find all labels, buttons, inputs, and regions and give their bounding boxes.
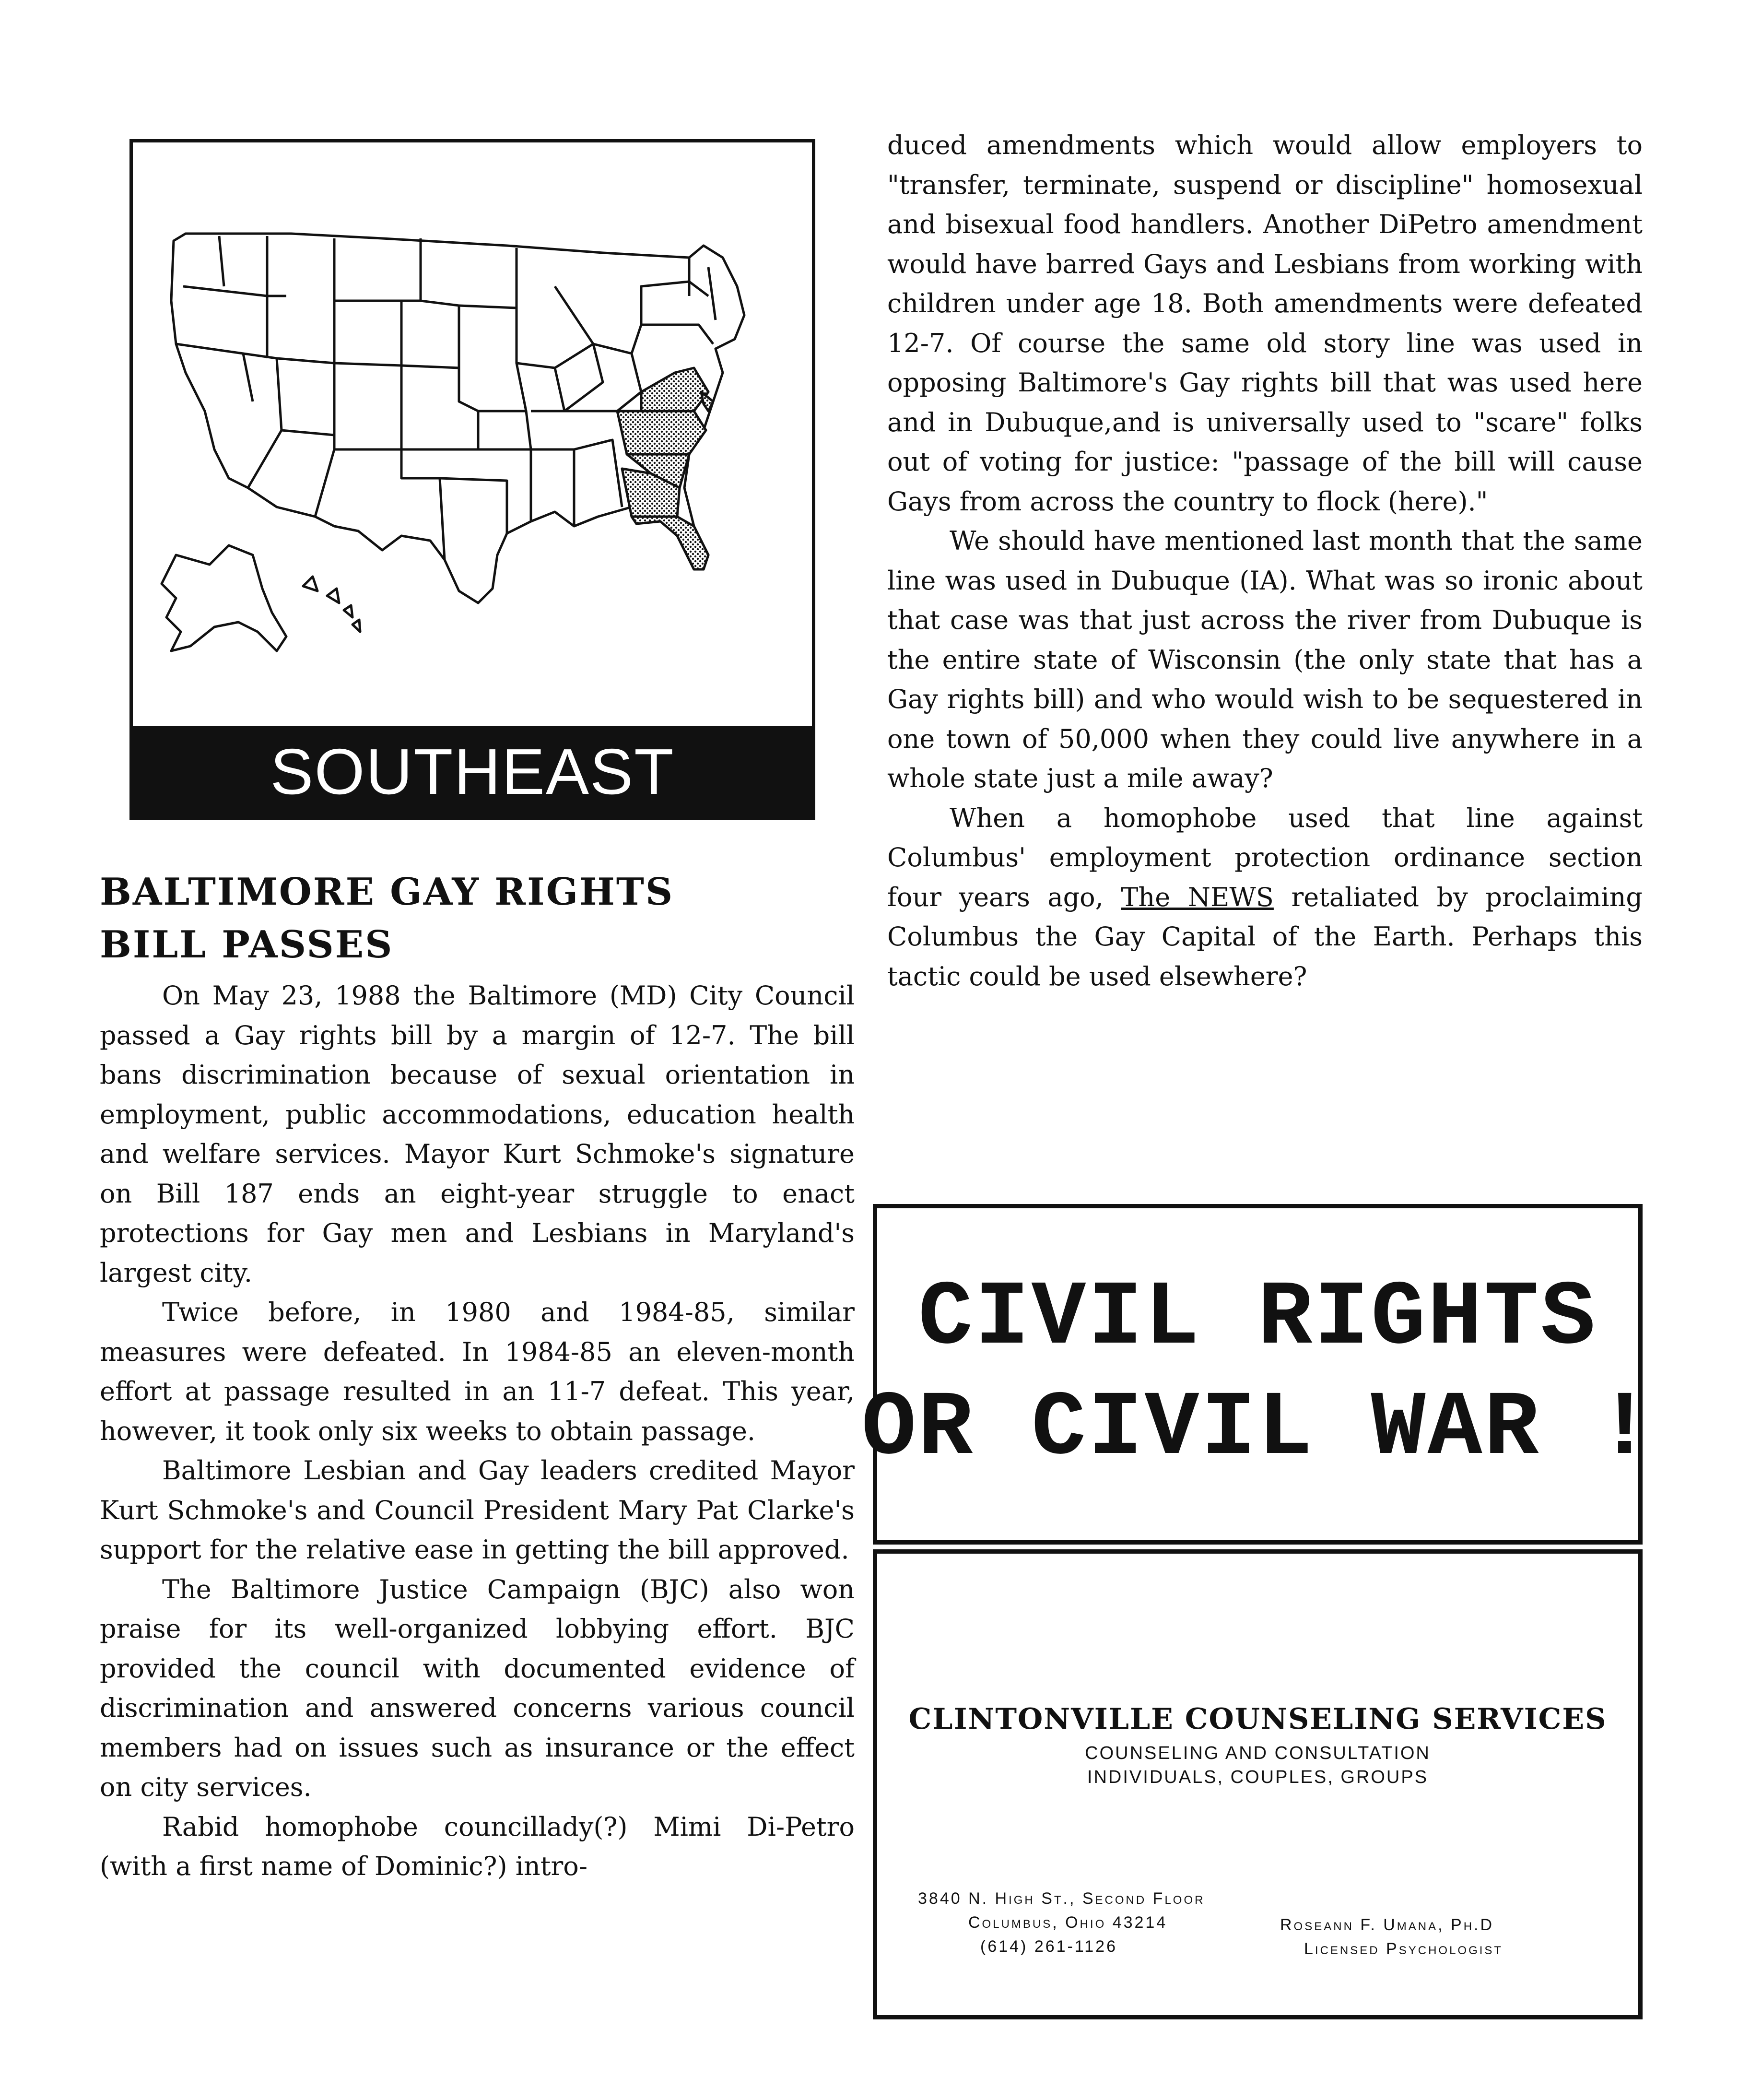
headline-line-2: BILL PASSES [100, 923, 394, 967]
civil-ad-line-2: OR CIVIL WAR ! [861, 1378, 1654, 1481]
article-paragraph-2: Twice before, in 1980 and 1984-85, similar measures were defeated. In 1984-85 an eleven-month effort at passage resulted in an 11-7 defeat. This year, however, it took only six weeks to obtain passage. [100, 1297, 855, 1446]
counseling-subtitle-services: COUNSELING AND CONSULTATION [1085, 1743, 1431, 1763]
counseling-address-street: 3840 N. High St., Second Floor [918, 1889, 1205, 1908]
headline-line-1: BALTIMORE GAY RIGHTS [100, 870, 674, 914]
article-paragraph-4: The Baltimore Justice Campaign (BJC) also won praise for its well-organized lobbying effort. BJC provided the council with documented evidence of discrimination and answered concerns various council members had on issues such as insurance or the effect on city services. [100, 1574, 855, 1802]
counseling-business-name: CLINTONVILLE COUNSELING SERVICES [908, 1702, 1607, 1736]
counseling-subtitle-clients: INDIVIDUALS, COUPLES, GROUPS [1087, 1767, 1429, 1787]
article-paragraph-6: duced amendments which would allow employers to "transfer, terminate, suspend or discipline" homosexual and bisexual food handlers. Another DiPetro amendment would have barred Gays and Lesbians from working with children under age 18. Both amendments were defeated 12-7. Of course the same old story line was used in opposing Baltimore's Gay rights bill that was used here and in Dubuque,and is universally used to "scare" folks out of voting for justice: "passage of the bill will cause Gays from across the country to flock (here)." [887, 130, 1643, 517]
us-map-southeast-highlight [133, 142, 812, 732]
counseling-phone: (614) 261-1126 [980, 1937, 1117, 1956]
civil-ad-line-1: CIVIL RIGHTS [918, 1267, 1597, 1370]
article-paragraph-3: Baltimore Lesbian and Gay leaders credited Mayor Kurt Schmoke's and Council President Mary Pat Clarke's support for the relative ease in getting the bill approved. [100, 1455, 855, 1565]
article-paragraph-1: On May 23, 1988 the Baltimore (MD) City Council passed a Gay rights bill by a margin of 12-7. The bill bans discrimination because of sexual orientation in employment, public accommodations, education health and welfare services. Mayor Kurt Schmoke's signature on Bill 187 ends an eight-year struggle to enact protections for Gay men and Lesbians in Maryland's largest city. [100, 980, 855, 1288]
counseling-address-city: Columbus, Ohio 43214 [968, 1913, 1168, 1932]
article-headline [100, 866, 848, 971]
region-label-southeast: SOUTHEAST [133, 726, 812, 817]
counseling-services-ad [873, 1549, 1643, 2019]
article-paragraph-5: Rabid homophobe councillady(?) Mimi Di-Petro (with a first name of Dominic?) intro- [100, 1811, 855, 1881]
civil-rights-ad [861, 1204, 1654, 1545]
paragraph-8-text-after: retaliated by proclaiming Columbus the Gay Capital of the Earth. Perhaps this tactic could be used elsewhere? [887, 882, 1643, 991]
article-paragraph-8 [887, 799, 1643, 997]
paragraph-8-text-before: When a homophobe used that line against Columbus' employment protection ordinance section four years ago, [887, 802, 1643, 912]
article-paragraph-7: We should have mentioned last month that the same line was used in Dubuque (IA). What was so ironic about that case was that just across the river from Dubuque is the entire state of Wisconsin (the only state that has a Gay rights bill) and who would wish to be sequestered in one town of 50,000 when they could live anywhere in a whole state just a mile away? [887, 526, 1643, 793]
us-map-figure [129, 139, 815, 820]
article-body-left-column [100, 976, 855, 1887]
the-news-reference: The NEWS [1121, 882, 1274, 912]
provider-name: Roseann F. Umana, Ph.D [1280, 1916, 1494, 1934]
provider-title: Licensed Psychologist [1304, 1940, 1503, 1958]
article-body-right-column [887, 126, 1643, 996]
